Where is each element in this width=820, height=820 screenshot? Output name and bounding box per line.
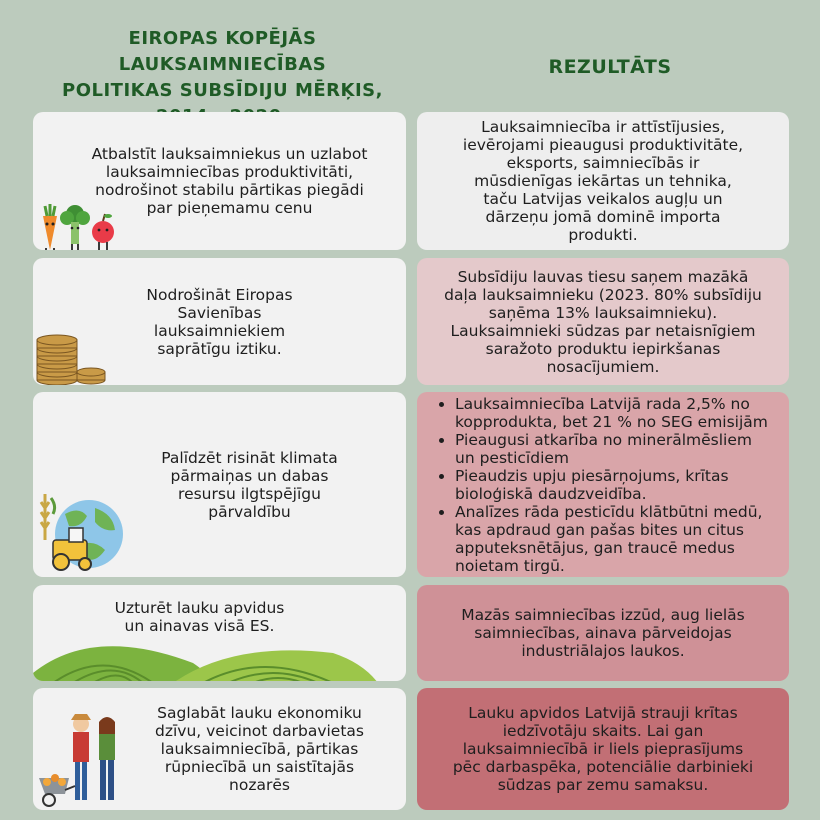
result-card-5: [417, 688, 789, 810]
result-card-4: [417, 585, 789, 681]
goal-card-5: [33, 688, 406, 810]
result-card-2: [417, 258, 789, 385]
fields-icon: [33, 633, 406, 681]
result-card-1: [417, 112, 789, 250]
goal-text: Saglabāt lauku ekonomiku dzīvu, veicinot darbavietas lauksaimniecībā, pārtikas rūpniecībā un saistītajās nozarēs: [154, 704, 364, 794]
goal-card-1: [33, 112, 406, 250]
result-card-3: [417, 392, 789, 577]
goal-text: Palīdzēt risināt klimata pārmaiņas un dabas resursu ilgtspējīgu pārvaldību: [161, 448, 338, 521]
goal-card-2: [33, 258, 406, 385]
goal-text: Atbalstīt lauksaimniekus un uzlabot lauksaimniecības produktivitāti, nodrošinot stabilu pārtikas piegādi par pieņemamu cenu: [91, 145, 368, 217]
goal-text: Uzturēt lauku apvidus un ainavas visā ES.: [114, 599, 285, 635]
goals-title-line: POLITIKAS SUBSĪDIJU MĒRĶIS,: [62, 80, 383, 101]
goals-title-line: EIROPAS KOPĒJĀS LAUKSAIMNIECĪBAS: [118, 28, 327, 75]
results-column-title: REZULTĀTS: [548, 56, 672, 78]
result-bullet: • Analīzes rāda pesticīdu klātbūtni medū, kas apdraud gan pašas bites un citus apputeksnētājus, gan traucē medus noietam tirgū.: [455, 503, 771, 575]
goal-card-4: [33, 585, 406, 681]
result-text: Subsīdiju lauvas tiesu saņem mazākā daļa lauksaimnieku (2023. 80% subsīdiju saņēma 13% lauksaimnieku). Lauksaimnieki sūdzas par netaisnīgiem saražoto produktu iepirkšanas nosacījumiem.: [444, 267, 762, 376]
result-bullet: • Pieaudzis upju piesārņojums, krītas bioloģiskā daudzveidība.: [455, 467, 771, 503]
goal-text: Nodrošināt Eiropas Savienības lauksaimniekiem saprātīgu iztiku.: [146, 285, 293, 358]
result-bullet: • Pieaugusi atkarība no minerālmēsliem un pesticīdiem: [455, 431, 771, 467]
result-text: Lauksaimniecība ir attīstījusies, ievērojami pieaugusi produktivitāte, eksports, saimniecībās ir mūsdienīgas iekārtas un tehnika, taču Latvijas veikalos augļu un dārzeņu jomā dominē importa produkti.: [462, 118, 744, 244]
result-bullet-list: [417, 395, 789, 575]
goal-card-3: [33, 392, 406, 577]
result-bullet: • Lauksaimniecība Latvijā rada 2,5% no kopprodukta, bet 21 % no SEG emisijām: [455, 395, 771, 431]
result-text: Mazās saimniecības izzūd, aug lielās saimniecības, ainava pārveidojas industriālajos laukos.: [461, 606, 745, 660]
result-text: Lauku apvidos Latvijā strauji krītas iedzīvotāju skaits. Lai gan lauksaimniecībā ir liels pieprasījums pēc darbaspēka, potenciālie darbinieki sūdzas par zemu samaksu.: [452, 704, 754, 794]
